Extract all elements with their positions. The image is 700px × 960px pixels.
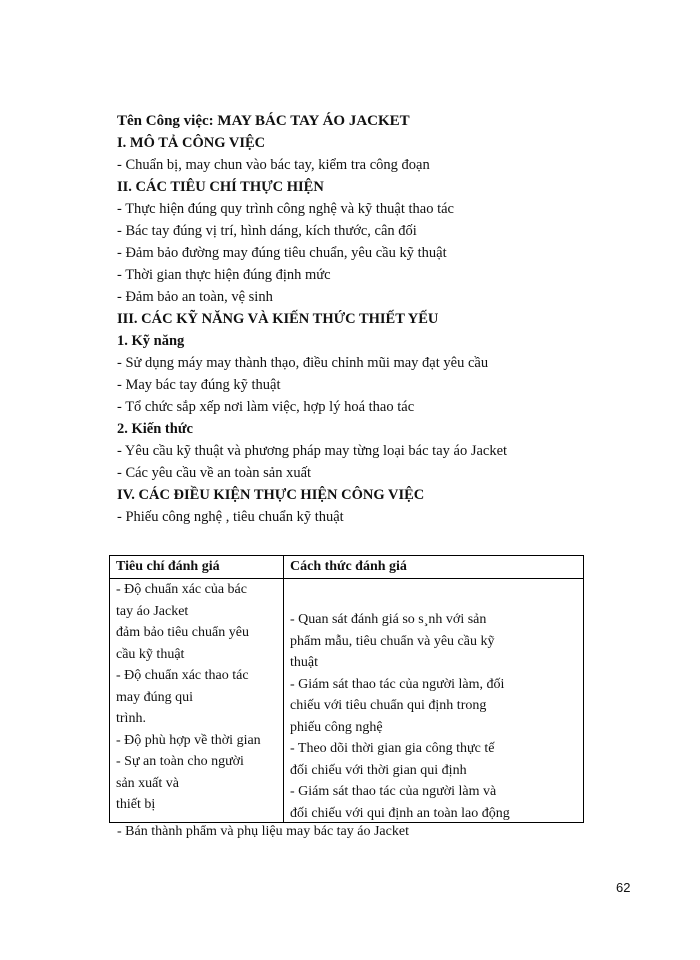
knowledge-heading: 2. Kiến thức: [117, 421, 193, 437]
method-cell: [284, 579, 583, 823]
table-row: [110, 579, 583, 823]
section-4-heading: IV. CÁC ĐIỀU KIỆN THỰC HIỆN CÔNG VIỆC: [117, 487, 425, 503]
method-line: phẩm mẫu, tiêu chuẩn và yêu cầu kỹ: [290, 633, 495, 649]
criteria-cell: [110, 579, 284, 823]
table-header-method: Cách thức đánh giá: [290, 559, 407, 574]
criteria-line: - Độ phù hợp về thời gian: [116, 732, 261, 748]
section-4-item: - Phiếu công nghệ , tiêu chuẩn kỹ thuật: [117, 509, 344, 525]
method-line: thuật: [290, 655, 318, 670]
section-1-item: - Chuẩn bị, may chun vào bác tay, kiểm tra công đoạn: [117, 157, 430, 173]
skills-heading: 1. Kỹ năng: [117, 333, 185, 349]
criteria-line: trình.: [116, 711, 146, 726]
method-line: đối chiếu với qui định an toàn lao động: [290, 805, 510, 821]
criteria-line: - Độ chuẩn xác thao tác: [116, 668, 249, 683]
criteria-line: - Độ chuẩn xác của bác: [116, 582, 247, 597]
method-line: - Quan sát đánh giá so s¸nh với sản: [290, 612, 487, 627]
page-number: 62: [616, 880, 631, 895]
method-line: đối chiếu với thời gian qui định: [290, 762, 467, 778]
skill-item: - Sử dụng máy may thành thạo, điều chỉnh mũi may đạt yêu cầu: [117, 355, 489, 371]
section-2-item: - Thực hiện đúng quy trình công nghệ và kỹ thuật thao tác: [117, 201, 454, 217]
criteria-line: - Sự an toàn cho người: [116, 754, 244, 769]
method-line: - Giám sát thao tác của người làm và: [290, 784, 497, 799]
table-header-row: [110, 556, 583, 579]
section-2-item: - Đảm bảo đường may đúng tiêu chuẩn, yêu cầu kỹ thuật: [117, 245, 447, 261]
criteria-line: đảm bảo tiêu chuẩn yêu: [116, 625, 249, 640]
method-line: - Giám sát thao tác của người làm, đối: [290, 676, 505, 692]
method-line: phiếu công nghệ: [290, 719, 383, 735]
section-3-heading: III. CÁC KỸ NĂNG VÀ KIẾN THỨC THIẾT YẾU: [117, 311, 439, 327]
knowledge-item: - Yêu cầu kỹ thuật và phương pháp may từng loại bác tay áo Jacket: [117, 443, 508, 459]
section-2-heading: II. CÁC TIÊU CHÍ THỰC HIỆN: [117, 179, 324, 195]
criteria-line: sản xuất và: [116, 775, 179, 791]
method-line: chiếu với tiêu chuẩn qui định trong: [290, 698, 487, 713]
section-2-item: - Đảm bảo an toàn, vệ sinh: [117, 289, 273, 305]
job-title: Tên Công việc: MAY BÁC TAY ÁO JACKET: [117, 113, 410, 129]
knowledge-item: - Các yêu cầu về an toàn sản xuất: [117, 465, 312, 481]
table-header-criteria: Tiêu chí đánh giá: [110, 556, 284, 578]
skill-item: - Tổ chức sắp xếp nơi làm việc, hợp lý hoá thao tác: [117, 399, 415, 415]
criteria-line: cầu kỹ thuật: [116, 646, 185, 662]
section-2-item: - Thời gian thực hiện đúng định mức: [117, 267, 331, 283]
criteria-line: may đúng qui: [116, 689, 193, 705]
evaluation-table: [109, 555, 584, 823]
criteria-line: thiết bị: [116, 797, 156, 812]
method-line: - Theo dõi thời gian gia công thực tế: [290, 741, 495, 756]
section-1-heading: I. MÔ TẢ CÔNG VIỆC: [117, 135, 266, 151]
document-body: [117, 110, 587, 528]
after-table-item: - Bán thành phẩm và phụ liệu may bác tay áo Jacket: [117, 824, 409, 839]
criteria-line: tay áo Jacket: [116, 603, 189, 619]
section-2-item: - Bác tay đúng vị trí, hình dáng, kích thước, cân đối: [117, 223, 417, 239]
skill-item: - May bác tay đúng kỹ thuật: [117, 377, 281, 393]
